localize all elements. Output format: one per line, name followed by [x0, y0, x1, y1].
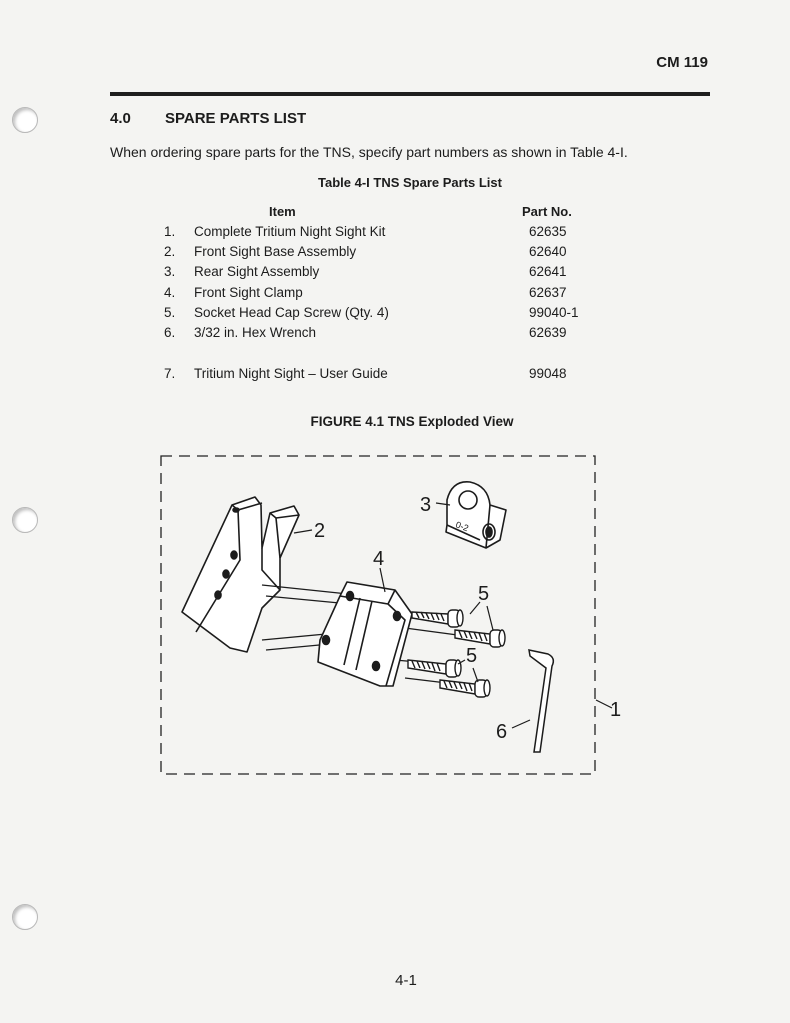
- section-number: 4.0: [110, 110, 131, 127]
- callout-4: 4: [373, 548, 385, 570]
- document-id: CM 119: [656, 54, 708, 71]
- row-description: Tritium Night Sight – User Guide: [194, 366, 388, 381]
- row-description: Front Sight Clamp: [194, 285, 303, 300]
- row-number: 1.: [164, 224, 176, 239]
- row-number: 5.: [164, 305, 176, 320]
- column-header-part-no: Part No.: [522, 204, 572, 219]
- row-number: 7.: [164, 366, 176, 381]
- row-part-number: 99048: [529, 366, 567, 381]
- row-part-number: 62640: [529, 244, 567, 259]
- rear-sight-assembly-drawing: [446, 482, 506, 548]
- row-part-number: 62641: [529, 264, 567, 279]
- row-number: 6.: [164, 325, 176, 340]
- row-description: Front Sight Base Assembly: [194, 244, 357, 259]
- callout-5-lower: 5: [466, 645, 478, 667]
- row-number: 3.: [164, 264, 176, 279]
- row-description: Complete Tritium Night Sight Kit: [194, 224, 386, 239]
- callout-5-upper: 5: [478, 583, 490, 605]
- section-title: SPARE PARTS LIST: [165, 110, 307, 127]
- hex-wrench-drawing: [529, 650, 553, 752]
- row-number: 4.: [164, 285, 176, 300]
- page-number: 4-1: [395, 972, 417, 989]
- front-sight-base-drawing: [182, 497, 299, 652]
- row-part-number: 62635: [529, 224, 567, 239]
- row-description: 3/32 in. Hex Wrench: [194, 325, 317, 340]
- row-part-number: 99040-1: [529, 305, 579, 320]
- figure-title: FIGURE 4.1 TNS Exploded View: [310, 414, 514, 429]
- row-description: Rear Sight Assembly: [194, 264, 320, 279]
- callout-2: 2: [314, 520, 326, 542]
- callout-6: 6: [496, 721, 508, 743]
- rear-sight-engraving: 0-2: [454, 519, 470, 534]
- column-header-item: Item: [269, 204, 296, 219]
- front-sight-clamp-drawing: [318, 582, 412, 686]
- row-number: 2.: [164, 244, 176, 259]
- intro-paragraph: When ordering spare parts for the TNS, specify part numbers as shown in Table 4-I.: [110, 144, 628, 160]
- callout-3: 3: [420, 494, 432, 516]
- callout-1: 1: [610, 699, 622, 721]
- row-part-number: 62637: [529, 285, 567, 300]
- row-part-number: 62639: [529, 325, 567, 340]
- row-description: Socket Head Cap Screw (Qty. 4): [194, 305, 389, 320]
- table-title: Table 4-I TNS Spare Parts List: [318, 175, 502, 190]
- socket-head-screw-drawings: [408, 610, 505, 697]
